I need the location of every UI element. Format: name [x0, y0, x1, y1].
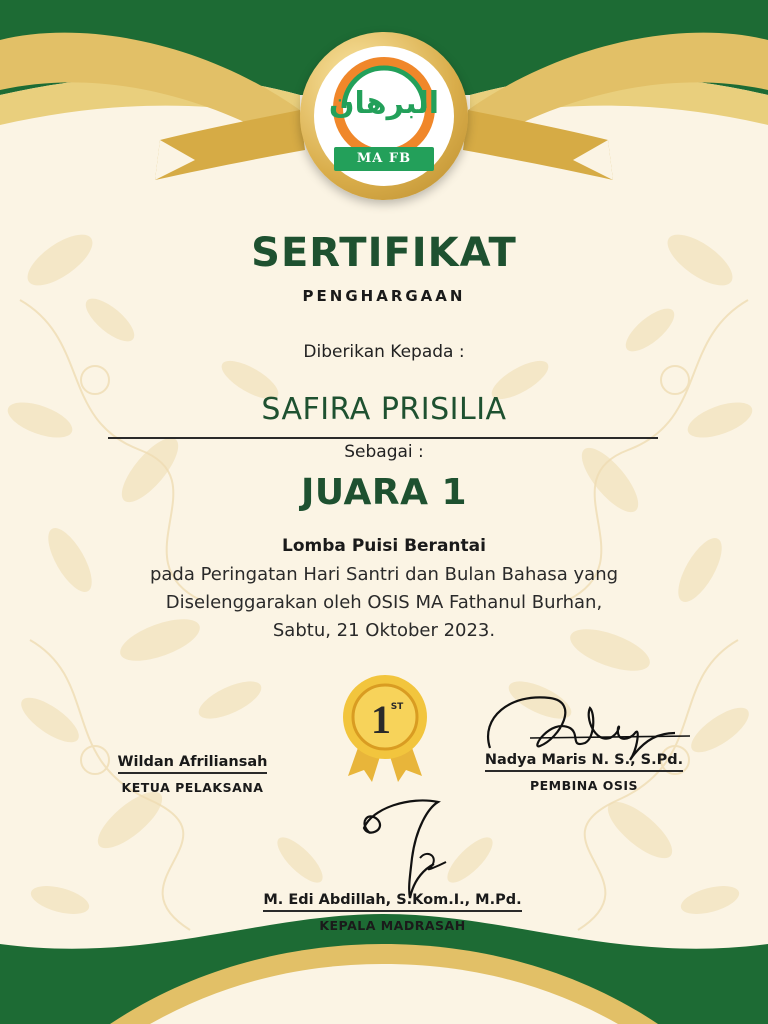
event-name: Lomba Puisi Berantai: [282, 536, 486, 556]
signatory-left: [100, 751, 285, 795]
as-label: Sebagai :: [344, 442, 424, 462]
name-underline: [108, 437, 658, 439]
medal-suffix: ST: [390, 702, 404, 712]
description-line: pada Peringatan Hari Santri dan Bulan Bahasa yang: [149, 564, 619, 585]
first-place-medal-icon: [330, 672, 440, 784]
recipient-name: SAFIRA PRISILIA: [261, 392, 507, 427]
signature-bottom-image: [350, 788, 460, 903]
medal-number: 1: [371, 697, 391, 742]
signatory-bottom: [240, 889, 545, 933]
description-line: Sabtu, 21 Oktober 2023.: [272, 620, 496, 641]
signatory-left-name: Wildan Afriliansah: [118, 754, 268, 774]
logo-ribbon-label: MA FB: [334, 147, 434, 171]
given-to-label: Diberikan Kepada :: [303, 342, 465, 362]
signatory-left-role: KETUA PELAKSANA: [121, 780, 264, 795]
school-logo: [300, 32, 468, 200]
signatory-right: [472, 749, 696, 793]
certificate-title: SERTIFIKAT: [251, 230, 517, 276]
signatory-bottom-name: M. Edi Abdillah, S.Kom.I., M.Pd.: [263, 892, 521, 912]
description-line: Diselenggarakan oleh OSIS MA Fathanul Burhan,: [165, 592, 603, 613]
signatory-bottom-role: KEPALA MADRASAH: [319, 918, 466, 933]
signatory-right-role: PEMBINA OSIS: [529, 778, 639, 793]
certificate-subtitle: PENGHARGAAN: [302, 287, 466, 305]
logo-arabic-text: البرهان: [328, 86, 440, 121]
signatory-right-name: Nadya Maris N. S., S.Pd.: [485, 752, 683, 772]
award-rank: JUARA 1: [300, 472, 468, 513]
